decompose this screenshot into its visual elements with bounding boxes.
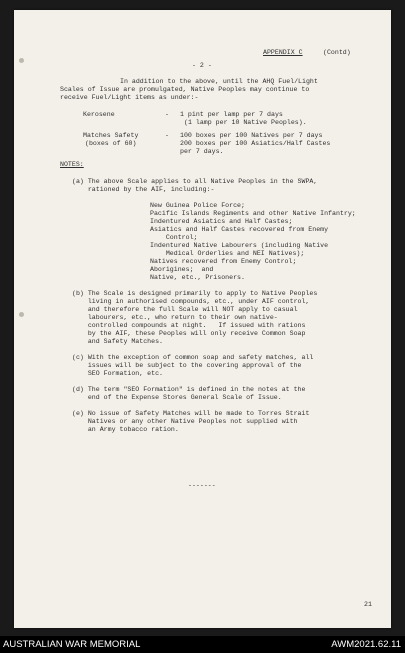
item-detail: 100 boxes per 100 Natives per 7 days [180, 132, 323, 139]
note-line: and Safety Matches. [72, 338, 164, 345]
list-item: Control; [150, 234, 198, 241]
intro-line: receive Fuel/Light items as under:- [60, 94, 199, 101]
note-line: by the AIF, these Peoples will only receive Common Soap [72, 330, 306, 337]
note-line: (b) The Scale is designed primarily to apply to Native Peoples [72, 290, 318, 297]
item-dash: - [165, 132, 169, 139]
list-item: Medical Orderlies and NEI Natives); [150, 250, 305, 257]
list-item: Indentured Native Labourers (including Native [150, 242, 329, 249]
page-marker: - 2 - [192, 62, 212, 69]
note-line: labourers, etc., who return to their own native- [72, 314, 278, 321]
list-item: New Guinea Police Force; [150, 202, 245, 209]
item-detail: per 7 days. [180, 148, 224, 155]
folio-number: 21 [364, 601, 372, 608]
item-detail: (1 lamp per 10 Native Peoples). [184, 119, 307, 126]
item-name: Matches Safety [83, 132, 139, 139]
document-page [14, 10, 391, 628]
list-item: Native, etc., Prisoners. [150, 274, 245, 281]
item-name: Kerosene [83, 111, 115, 118]
punch-hole [19, 58, 24, 63]
note-line: (e) No issue of Safety Matches will be made to Torres Strait [72, 410, 310, 417]
item-detail: 1 pint per lamp per 7 days [180, 111, 283, 118]
note-line: and therefore the full Scale will NOT apply to casual [72, 306, 298, 313]
note-line: an Army tobacco ration. [72, 426, 179, 433]
list-item: Natives recovered from Enemy Control; [150, 258, 297, 265]
list-item: Aborigines; and [150, 266, 214, 273]
item-detail: 200 boxes per 100 Asiatics/Half Castes [180, 140, 331, 147]
list-item: Pacific Islands Regiments and other Native Infantry; [150, 210, 356, 217]
item-name: (boxes of 60) [85, 140, 137, 147]
note-line: living in authorised compounds, etc., under AIF control, [72, 298, 310, 305]
item-dash: - [165, 111, 169, 118]
punch-hole [19, 312, 24, 317]
note-line: (c) With the exception of common soap and safety matches, all [72, 354, 314, 361]
note-line: (d) The term "SEO Formation" is defined in the notes at the [72, 386, 306, 393]
appendix-suffix: (Contd) [323, 49, 351, 56]
note-line: end of the Expense Stores General Scale of Issue. [72, 394, 282, 401]
intro-line: In addition to the above, until the AHQ Fuel/Light [120, 78, 318, 85]
note-line: (a) The above Scale applies to all Native Peoples in the SWPA, [72, 178, 318, 185]
footer-accession: AWM2021.62.11 [331, 639, 401, 650]
note-line: controlled compounds at night. If issued with rations [72, 322, 306, 329]
note-line: Natives or any other Native Peoples not supplied with [72, 418, 298, 425]
list-item: Asiatics and Half Castes recovered from Enemy [150, 226, 329, 233]
intro-line: Scales of Issue are promulgated, Native Peoples may continue to [60, 86, 310, 93]
footer-institution: AUSTRALIAN WAR MEMORIAL [3, 639, 141, 650]
note-line: SEO Formation, etc. [72, 370, 164, 377]
separator: ------- [188, 482, 216, 489]
appendix-label: APPENDIX C [263, 49, 303, 56]
note-line: issues will be subject to the covering approval of the [72, 362, 302, 369]
archive-footer [0, 636, 405, 653]
list-item: Indentured Asiatics and Half Castes; [150, 218, 293, 225]
note-line: rationed by the AIF, including:- [72, 186, 215, 193]
notes-heading: NOTES: [60, 161, 84, 168]
